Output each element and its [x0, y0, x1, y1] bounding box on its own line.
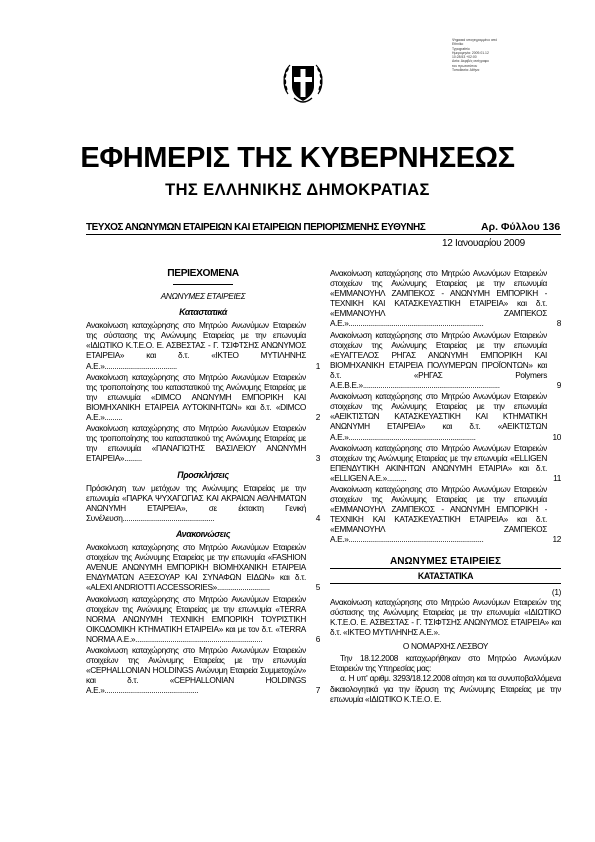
- toc-entry-page: 4: [315, 512, 320, 523]
- stamp-line: 10:28:53 +02:00: [452, 55, 477, 60]
- toc-entry-text: Ανακοίνωση καταχώρησης στο Μητρώο Ανωνύμων Εταιρειών στοιχείων της Ανώνυμης Εταιρείας με την επωνυμία «ΑΕΙΚΤΙΣΤΩΝ ΚΑΤΑΣΚΕΥΑΣΤΙΚΗ ΚΑΙ ΚΤΗΜΑΤΙΚΗ ΑΝΩΝΥΜΗ ΕΤΑΙΡΕΙΑ» και δ.τ. «ΑΕΙΚΤΙΣΤΩΝ Α.Ε.».................................................................: [330, 391, 547, 442]
- toc-entry-page: 5: [315, 582, 320, 593]
- toc-entry-text: Ανακοίνωση καταχώρησης στο Μητρώο Ανωνύμων Εταιρειών στοιχείων της Ανώνυμης Εταιρείας με την επωνυμία «FASHION AVENUE ΑΝΩΝΥΜΗ ΕΜΠΟΡΙΚΗ ΒΙΟΜΗΧΑΝΙΚΗ ΕΤΑΙΡΕΙΑ ΕΝΔΥΜΑΤΩΝ ΑΞΕΣΟΥΑΡ ΚΑΙ ΣΥΝΑΦΩΝ ΕΙΔΩΝ» και δ.τ. «ALEXI ANDRIOTTI ACCESSORIES»...........................: [86, 542, 306, 593]
- toc-heading-underline: [173, 284, 233, 285]
- toc-heading: ΠΕΡΙΕΧΟΜΕΝΑ: [167, 268, 239, 279]
- toc-entry[interactable]: [86, 483, 320, 523]
- toc-category: ΑΝΩΝΥΜΕΣ ΕΤΑΙΡΕΙΕΣ: [160, 291, 246, 301]
- stamp-line: του πρωτοτύπου: [452, 63, 478, 68]
- sheet-number: Αρ. Φύλλου 136: [481, 221, 561, 233]
- toc-entry[interactable]: [86, 423, 320, 463]
- toc-entry[interactable]: [330, 268, 561, 329]
- toc-entry-page: 2: [315, 412, 320, 423]
- issue-date: 12 Ιανουαρίου 2009: [442, 238, 525, 249]
- toc-entry-text: Ανακοίνωση καταχώρησης στο Μητρώο Ανωνύμων Εταιρειών στοιχείων της Ανώνυμης Εταιρείας με την επωνυμία «ΕΥΑΓΓΕΛΟΣ ΡΗΓΑΣ ΑΝΩΝΥΜΗ ΕΜΠΟΡΙΚΗ ΚΑΙ ΒΙΟΜΗΧΑΝΙΚΗ ΕΤΑΙΡΕΙΑ ΠΟΛΥΜΕΡΩΝ ΠΡΟΪΟΝΤΩΝ» και δ.τ. «ΡΗΓΑΣ Polymers A.E.B.E.»......................................................................: [330, 329, 547, 391]
- toc-entry-page: 1: [315, 360, 320, 371]
- toc-entry-page: 7: [315, 685, 320, 696]
- toc-entry-page: 3: [315, 453, 320, 464]
- toc-section-title: Καταστατικά: [179, 307, 227, 318]
- toc-entry[interactable]: [330, 484, 561, 545]
- header-divider: [86, 234, 561, 235]
- section-rule: [330, 583, 561, 584]
- toc-entry-text: Ανακοίνωση καταχώρησης στο Μητρώο Ανωνύμων Εταιρειών στοιχείων της Ανώνυμης Εταιρείας με την επωνυμία «CEPHALLONIAN HOLDINGS Ανώνυμη Εταιρεία Συμμετοχών» και δ.τ. «CEPHALLONIAN HOLDINGS A.E.»................................................: [86, 645, 306, 696]
- toc-entry-text: Ανακοίνωση καταχώρησης στο Μητρώο Ανωνύμων Εταιρειών της τροποποίησης του καταστατικού της Ανώνυμης Εταιρείας με την επωνυμία «DIMCO ΑΝΩΝΥΜΗ ΕΜΠΟΡΙΚΗ ΚΑΙ ΒΙΟΜΗΧΑΝΙΚΗ ΕΤΑΙΡΕΙΑ ΑΥΤΟΚΙΝΗΤΩΝ» και δ.τ. «DIMCO A.E.».........: [86, 371, 306, 423]
- toc-entry-text: Ανακοίνωση καταχώρησης στο Μητρώο Ανωνύμων Εταιρειών στοιχείων της Ανώνυμης Εταιρείας με την επωνυμία «ΕΜΜΑΝΟΥΗΛ ΖΑΜΠΕΚΟΣ - ΑΝΩΝΥΜΗ ΕΜΠΟΡΙΚΗ - ΤΕΧΝΙΚΗ ΚΑΙ ΚΑΤΑΣΚΕΥΑΣΤΙΚΗ ΕΤΑΙΡΕΙΑ» και δ.τ. «ΕΜΜΑΝΟΥΗΛ ΖΑΜΠΕΚΟΣ Α.Ε.».....................................................................: [330, 268, 547, 329]
- stamp-line: Ethniko: [452, 42, 464, 47]
- toc-entry[interactable]: [330, 330, 561, 391]
- stamp-line: Ψηφιακά υπογεγραμμένο από: [452, 38, 498, 42]
- issue-type: ΤΕΥΧΟΣ ΑΝΩΝΥΜΩΝ ΕΤΑΙΡΕΙΩΝ ΚΑΙ ΕΤΑΙΡΕΙΩΝ ΠΕΡΙΟΡΙΣΜΕΝΗΣ ΕΥΘΥΝΗΣ: [86, 222, 426, 233]
- toc-entry-page: 9: [556, 380, 561, 391]
- toc-entry-text: Ανακοίνωση καταχώρησης στο Μητρώο Ανωνύμων Εταιρειών της τροποποίησης του καταστατικού της Ανώνυμης Εταιρείας με την επωνυμία «ΠΑΝΑΓΙΩΤΗΣ ΒΑΣΙΛΕΙΟΥ ΑΝΩΝΥΜΗ ΕΤΑΙΡΕΙΑ».........: [86, 423, 306, 464]
- toc-entry-page: 10: [552, 431, 561, 442]
- issuing-authority: Ο ΝΟΜΑΡΧΗΣ ΛΕΣΒΟΥ: [402, 641, 489, 652]
- toc-entry[interactable]: [330, 443, 561, 483]
- stamp-line: Τοποθεσία: Αθήνα: [452, 68, 480, 73]
- toc-entry[interactable]: [86, 594, 320, 644]
- gazette-title: ΕΦΗΜΕΡΙΣ ΤΗΣ ΚΥΒΕΡΝΗΣΕΩΣ: [80, 142, 515, 174]
- toc-entry-text: Πρόσκληση των μετόχων της Ανώνυμης Εταιρείας με την επωνυμία «ΠΑΡΚΑ ΨΥΧΑΓΩΓΙΑΣ ΚΑΙ ΑΚΡΑΙΩΝ ΑΘΛΗΜΑΤΩΝ ΑΝΩΝΥΜΗ ΕΤΑΙΡΕΙΑ», σε έκτακτη Γενική Συνέλευση...............................................: [86, 482, 306, 523]
- toc-entry[interactable]: [86, 372, 320, 422]
- toc-entry-text: Ανακοίνωση καταχώρησης στο Μητρώο Ανωνύμων Εταιρειών στοιχείων της Ανώνυμης Εταιρείας με την επωνυμία «ELLIGEN ΕΠΕΝΔΥΤΙΚΗ ΑΚΙΝΗΤΩΝ ΑΝΩΝΥΜΗ ΕΤΑΙΡΙΑ» και δ.τ. «ELLIGEN A.E.»..........: [330, 442, 547, 483]
- toc-entry-text: Ανακοίνωση καταχώρησης στο Μητρώο Ανωνύμων Εταιρειών στοιχείων της Ανώνυμης Εταιρείας με την επωνυμία «TERRA NORMA ΑΝΩΝΥΜΗ ΤΕΧΝΙΚΗ ΕΜΠΟΡΙΚΗ ΤΟΥΡΙΣΤΙΚΗ ΟΙΚΟΔΟΜΙΚΗ ΚΤΗΜΑΤΙΚΗ ΕΤΑΙΡΕΙΑ» και με τον δ.τ. «TERRA NORMA Α.Ε.».................................................................: [86, 593, 306, 644]
- toc-entry-page: 12: [552, 534, 561, 545]
- toc-left-column: [86, 268, 320, 696]
- body-section-heading: ΑΝΩΝΥΜΕΣ ΕΤΑΙΡΕΙΕΣ: [390, 555, 501, 567]
- toc-section-title: Προσκλήσεις: [177, 469, 229, 480]
- notice-number: (1): [551, 586, 561, 597]
- toc-entry-page: 11: [553, 472, 561, 483]
- body-paragraph: Την 18.12.2008 καταχωρήθηκαν στο Μητρώο Ανωνύμων Εταιρειών της Υπηρεσίας μας:: [330, 653, 561, 674]
- toc-entry[interactable]: [86, 645, 320, 695]
- toc-entry[interactable]: [86, 542, 320, 592]
- toc-section-title: Ανακοινώσεις: [175, 528, 231, 539]
- toc-entry-text: Ανακοίνωση καταχώρησης στο Μητρώο Ανωνύμων Εταιρειών της σύστασης της Ανώνυμης Εταιρείας με την επωνυμία «ΙΔΙΩΤΙΚΟ Κ.Τ.Ε.Ο. Ε. ΑΣΒΕΣΤΑΣ - Γ. ΤΣΙΦΤΣΗΣ ΑΝΩΝΥΜΟΣ ΕΤΑΙΡΕΙΑ» και δ.τ. «ΙΚΤΕΟ ΜΥΤΙΛΗΝΗΣ Α.Ε.».....................................: [86, 320, 306, 371]
- toc-entry-page: 6: [315, 633, 320, 644]
- section-rule: [330, 568, 561, 569]
- stamp-line: Ημερομηνία: 2009.01.12: [452, 50, 489, 55]
- toc-entry[interactable]: [86, 320, 320, 370]
- coat-of-arms-icon: [280, 58, 326, 108]
- digital-signature-stamp: [452, 38, 512, 72]
- toc-entry-page: 8: [556, 318, 561, 329]
- toc-entry[interactable]: [330, 391, 561, 441]
- stamp-line: Typografeio: [452, 46, 470, 51]
- right-column: [330, 268, 561, 704]
- body-paragraph: α. Η υπ' αριθμ. 3293/18.12.2008 αίτηση και τα συνυποβαλλόμενα δικαιολογητικά για την ίδρυση της Ανώνυμης Εταιρείας με την επωνυμία «ΙΔΙΩΤΙΚΟ Κ.Τ.Ε.Ο. Ε.: [330, 673, 561, 704]
- notice-title: Ανακοίνωση καταχώρησης στο Μητρώο Ανωνύμων Εταιρειών της σύστασης της Ανώνυμης Εταιρείας με την επωνυμία «ΙΔΙΩΤΙΚΟ Κ.Τ.Ε.Ο. Ε. ΑΣΒΕΣΤΑΣ - Γ. ΤΣΙΦΤΣΗΣ ΑΝΩΝΥΜΟΣ ΕΤΑΙΡΕΙΑ» και δ.τ. «ΙΚΤΕΟ ΜΥΤΙΛΗΝΗΣ Α.Ε.».: [330, 596, 561, 638]
- body-category-heading: ΚΑΤΑΣΤΑΤΙΚΑ: [417, 570, 474, 581]
- toc-entry-text: Ανακοίνωση καταχώρησης στο Μητρώο Ανωνύμων Εταιρειών στοιχείων της Ανώνυμης Εταιρείας με την επωνυμία «ΕΜΜΑΝΟΥΗΛ ΖΑΜΠΕΚΟΣ - ΑΝΩΝΥΜΗ ΕΜΠΟΡΙΚΗ - ΤΕΧΝΙΚΗ ΚΑΙ ΚΑΤΑΣΚΕΥΑΣΤΙΚΗ ΕΤΑΙΡΕΙΑ» και δ.τ. «ΕΜΜΑΝΟΥΗΛ ΖΑΜΠΕΚΟΣ Α.Ε.».....................................................................: [330, 483, 547, 545]
- gazette-subtitle: ΤΗΣ ΕΛΛΗΝΙΚΗΣ ΔΗΜΟΚΡΑΤΙΑΣ: [165, 181, 430, 199]
- stamp-line: Αιτία: Ακριβές αντίγραφο: [452, 59, 489, 64]
